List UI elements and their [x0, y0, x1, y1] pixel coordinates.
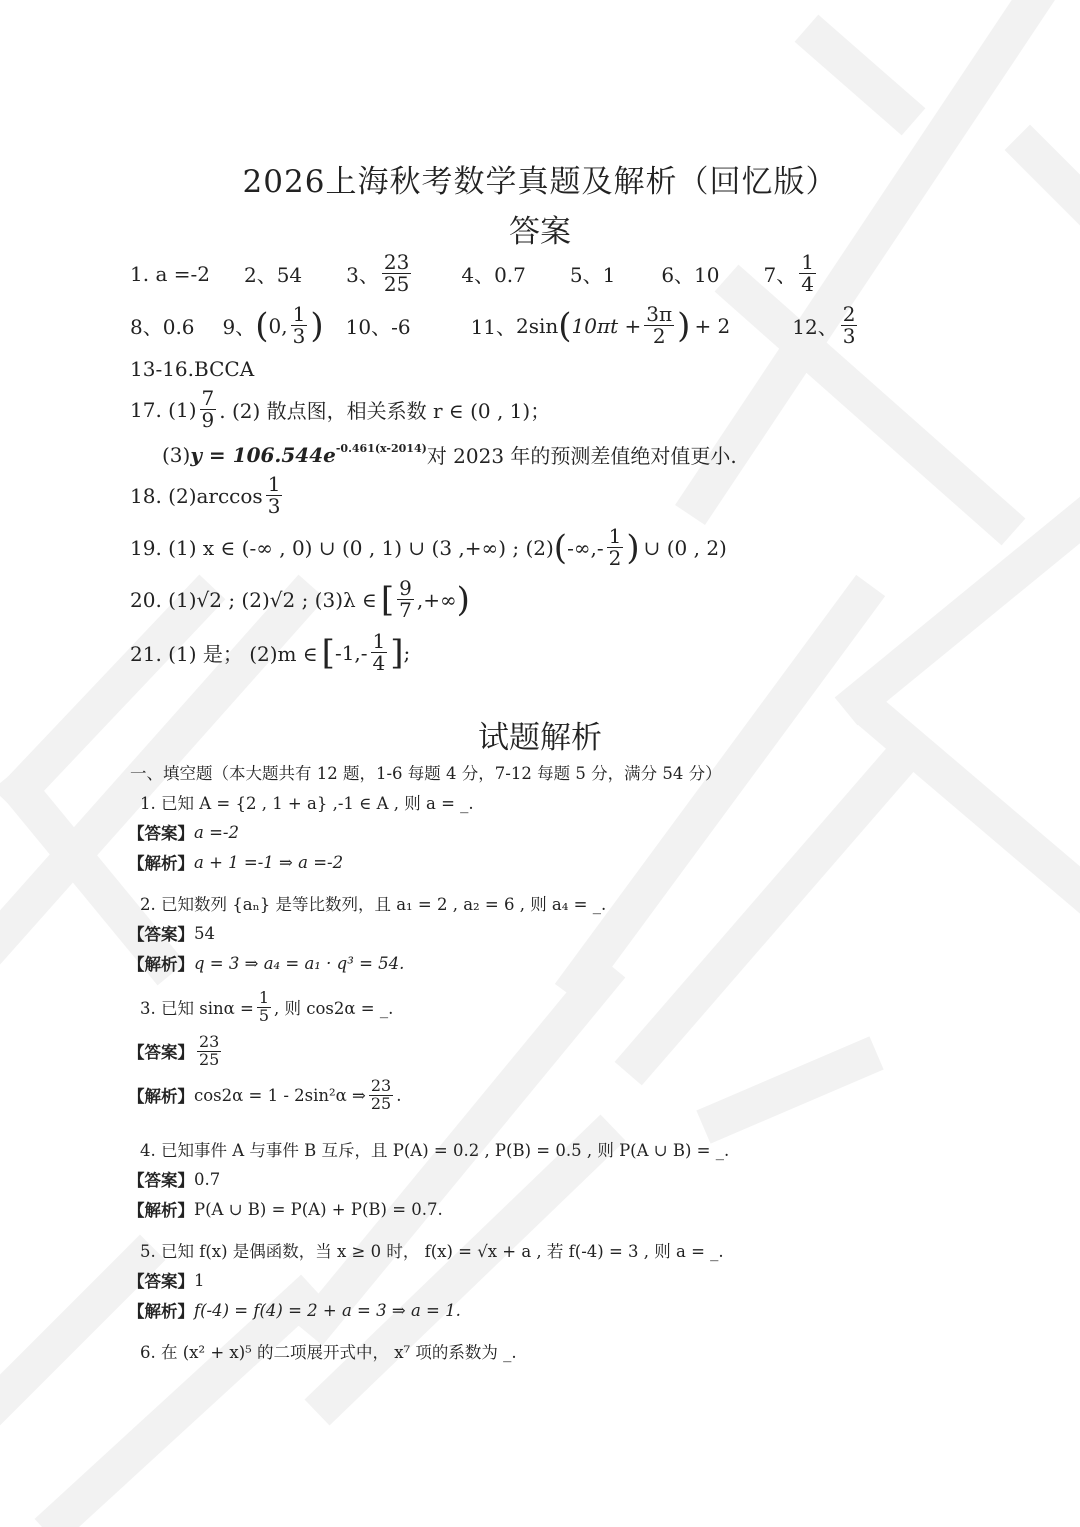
fraction-denominator: 7 — [399, 598, 412, 622]
answer-19-pre: 19. (1) x ∈ (-∞ , 0) ∪ (0 , 1) ∪ (3 ,+∞) ; (2) — [130, 535, 554, 560]
question-2-analysis — [128, 951, 404, 975]
regression-exponent: -0.461(x-2014) — [335, 442, 427, 455]
analysis-value: q = 3 ⇒ a₄ = a₁ · q³ = 54. — [194, 953, 405, 973]
answer-13-16: 13-16.BCCA — [130, 357, 255, 381]
answer-value: a =-2 — [194, 822, 239, 842]
fraction-numerator: 2 — [842, 302, 856, 326]
answer-20-pre: 20. (1)√2 ; (2)√2 ; (3)λ ∈ — [130, 587, 377, 612]
analysis-tag: 【解析】 — [128, 1302, 194, 1321]
fraction-denominator: 25 — [383, 272, 410, 296]
answer-4: 4、0.7 — [461, 263, 526, 287]
analysis-end: . — [396, 1085, 402, 1105]
question-5-answer — [128, 1268, 205, 1292]
bracket-open: [ — [321, 632, 335, 673]
answer-17-fraction — [200, 388, 217, 431]
question-1-analysis — [128, 850, 343, 874]
analysis-tag: 【解析】 — [128, 854, 194, 873]
answer-11-label: 11、 — [470, 315, 517, 339]
fraction-numerator: 1 — [267, 472, 281, 496]
fraction-numerator: 1 — [258, 988, 270, 1007]
question-2: 2. 已知数列 {aₙ} 是等比数列，且 a₁ = 2 , a₂ = 6 , 则 a₄ = _. — [140, 895, 607, 914]
answer-11-pre: 2sin — [516, 313, 559, 338]
paren-close: ) — [456, 579, 470, 620]
bracket-close: ] — [390, 632, 404, 673]
analysis-heading: 试题解析 — [478, 720, 602, 756]
answer-9-fraction — [291, 304, 308, 347]
question-5-analysis — [128, 1298, 461, 1322]
answer-tag: 【答案】 — [128, 1171, 194, 1190]
fraction-denominator: 9 — [201, 408, 215, 432]
answer-12-label: 12、 — [792, 315, 838, 339]
answer-21-inner: -1,- — [334, 640, 368, 665]
paren-open: ( — [553, 527, 568, 568]
answer-21-post: ; — [403, 640, 411, 665]
question-3 — [140, 990, 393, 1025]
answer-value: 0.7 — [194, 1169, 221, 1189]
fraction-numerator: 23 — [199, 1032, 220, 1051]
regression-equation: y = 106.544e — [190, 442, 336, 467]
fraction-numerator: 1 — [372, 629, 386, 653]
bracket-open: [ — [380, 579, 395, 620]
answer-11-fraction — [644, 304, 674, 347]
answer-tag: 【答案】 — [128, 1043, 194, 1063]
paren-close: ) — [310, 305, 324, 346]
fraction-denominator: 25 — [199, 1049, 220, 1069]
answer-9-pre: 0, — [268, 313, 288, 338]
analysis-value: cos2α = 1 - 2sin²α ⇒ — [194, 1085, 366, 1105]
answer-18 — [130, 474, 285, 517]
answer-tag: 【答案】 — [128, 1272, 194, 1291]
answer-19 — [130, 526, 727, 569]
question-3-analysis — [128, 1078, 401, 1113]
answer-11-inner: 10πt + — [571, 313, 642, 338]
fraction-numerator: 23 — [383, 250, 410, 274]
question-4-answer — [128, 1167, 220, 1191]
question-1-answer — [128, 820, 239, 844]
answer-row-2 — [130, 304, 860, 347]
analysis-value: a + 1 =-1 ⇒ a =-2 — [194, 852, 344, 872]
question-3-fraction — [257, 990, 271, 1025]
answer-2: 2、54 — [243, 263, 303, 287]
answer-17-part3 — [162, 440, 737, 469]
answer-value: 54 — [194, 923, 215, 943]
paren-open: ( — [558, 305, 572, 346]
analysis-tag: 【解析】 — [128, 1201, 194, 1220]
question-4: 4. 已知事件 A 与事件 B 互斥，且 P(A) = 0.2 , P(B) = 0.5 , 则 P(A ∪ B) = _. — [140, 1141, 730, 1160]
question-2-answer — [128, 921, 215, 945]
answer-17-post: . (2) 散点图，相关系数 r ∈ (0 , 1)； — [219, 399, 551, 423]
answer-19-fraction — [607, 526, 624, 569]
answer-20-post: ,+∞ — [416, 587, 457, 612]
answer-9-label: 9、 — [222, 315, 256, 339]
answer-17-3-post: 对 2023 年的预测差值绝对值更小. — [426, 444, 737, 468]
answer-10: 10、-6 — [345, 315, 411, 339]
fraction-denominator: 4 — [801, 272, 814, 296]
answer-20-fraction — [397, 578, 414, 621]
fraction-denominator: 2 — [608, 546, 622, 570]
answer-18-fraction — [266, 474, 283, 517]
answer-7-label: 7、 — [763, 263, 797, 287]
answer-tag: 【答案】 — [128, 925, 194, 944]
analysis-fraction — [369, 1078, 393, 1113]
answer-5: 5、1 — [569, 263, 616, 287]
question-3-post: , 则 cos2α = _. — [274, 999, 394, 1019]
answer-12-fraction — [841, 304, 858, 347]
analysis-tag: 【解析】 — [128, 1087, 194, 1107]
paren-open: ( — [255, 305, 269, 346]
fraction-denominator: 25 — [370, 1093, 392, 1113]
answer-19-post: ∪ (0 , 2) — [643, 535, 727, 560]
fraction-numerator: 1 — [801, 250, 814, 274]
question-5: 5. 已知 f(x) 是偶函数，当 x ≥ 0 时， f(x) = √x + a , 若 f(-4) = 3 , 则 a = _. — [140, 1242, 724, 1261]
paren-close: ) — [677, 305, 691, 346]
answer-21-pre: 21. (1) 是； (2)m ∈ — [130, 642, 318, 666]
fraction-numerator: 1 — [292, 302, 306, 326]
answer-3-fraction — [382, 252, 411, 295]
answer-value: 1 — [194, 1270, 205, 1290]
answer-17 — [130, 388, 550, 431]
answer-7-fraction — [799, 252, 816, 295]
answer-17-pre: 17. (1) — [130, 397, 197, 422]
question-1: 1. 已知 A = {2 , 1 + a} ,-1 ∈ A , 则 a = _. — [140, 794, 474, 813]
question-3-pre: 3. 已知 sinα = — [140, 999, 254, 1019]
answer-21-fraction — [371, 631, 388, 674]
answer-17-3-pre: (3) — [162, 442, 191, 467]
fraction-denominator: 3 — [292, 324, 306, 348]
answer-tag: 【答案】 — [128, 824, 194, 843]
question-4-analysis — [128, 1197, 443, 1221]
answer-19-inner: -∞,- — [567, 535, 604, 560]
fraction-numerator: 9 — [399, 576, 412, 600]
answer-8: 8、0.6 — [130, 315, 195, 339]
fraction-denominator: 2 — [652, 324, 666, 348]
fraction-denominator: 3 — [842, 324, 856, 348]
fraction-numerator: 23 — [370, 1076, 392, 1095]
question-6: 6. 在 (x² + x)⁵ 的二项展开式中， x⁷ 项的系数为 _. — [140, 1343, 517, 1362]
fraction-numerator: 1 — [608, 524, 622, 548]
answer-6: 6、10 — [661, 263, 720, 287]
answer-21 — [130, 631, 410, 674]
paren-close: ) — [626, 527, 640, 568]
answer-11-post: + 2 — [694, 313, 731, 338]
fraction-numerator: 3π — [646, 302, 673, 326]
answer-value-fraction — [197, 1034, 221, 1069]
fraction-denominator: 3 — [267, 494, 281, 518]
answer-3-label: 3、 — [346, 263, 379, 287]
analysis-value: P(A ∪ B) = P(A) + P(B) = 0.7. — [194, 1199, 443, 1219]
analysis-value: f(-4) = f(4) = 2 + a = 3 ⇒ a = 1. — [194, 1300, 461, 1320]
document-title: 2026上海秋考数学真题及解析（回忆版） — [242, 164, 838, 200]
fraction-numerator: 7 — [201, 386, 215, 410]
answer-20 — [130, 578, 470, 621]
analysis-tag: 【解析】 — [128, 955, 194, 974]
fraction-denominator: 5 — [258, 1005, 270, 1025]
question-3-answer — [128, 1034, 224, 1069]
fraction-denominator: 4 — [372, 651, 386, 675]
section-1-heading: 一、填空题（本大题共有 12 题，1-6 每题 4 分，7-12 每题 5 分，满分 54 分） — [130, 764, 722, 783]
answer-18-pre: 18. (2)arccos — [130, 483, 263, 508]
answer-row-1 — [130, 252, 819, 295]
answers-heading: 答案 — [509, 214, 571, 250]
answer-1: 1. a =-2 — [130, 261, 210, 286]
